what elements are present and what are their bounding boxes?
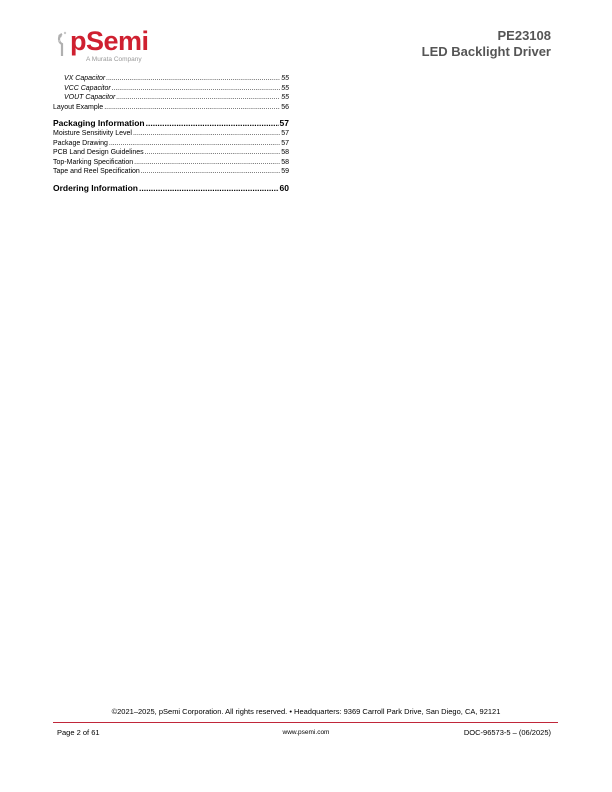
toc-leader-dots <box>106 74 280 84</box>
toc-entry-page: 57 <box>281 130 289 137</box>
table-of-contents <box>53 74 289 194</box>
toc-entry[interactable] <box>53 103 289 113</box>
toc-entry[interactable] <box>53 139 289 149</box>
document-header <box>422 28 551 60</box>
psemi-logo <box>56 28 166 64</box>
toc-entry[interactable] <box>53 118 289 129</box>
toc-entry-label: Moisture Sensitivity Level <box>53 130 132 137</box>
toc-entry-page: 58 <box>281 149 289 156</box>
toc-entry[interactable] <box>53 84 289 94</box>
toc-entry-label: PCB Land Design Guidelines <box>53 149 144 156</box>
footer-document-id: DOC-96573-5 – (06/2025) <box>463 728 551 737</box>
toc-entry-page: 57 <box>279 118 289 128</box>
logo-wordmark: pSemi <box>70 26 149 56</box>
toc-entry-label: Packaging Information <box>53 118 145 128</box>
toc-entry[interactable] <box>53 93 289 103</box>
toc-leader-dots <box>116 93 280 103</box>
toc-entry[interactable] <box>53 167 289 177</box>
toc-entry-label: VOUT Capacitor <box>64 94 116 101</box>
toc-entry-label: Top-Marking Specification <box>53 158 134 166</box>
toc-entry-label: Package Drawing <box>53 139 108 147</box>
part-number: PE23108 <box>497 28 551 43</box>
toc-leader-dots <box>145 148 281 158</box>
toc-leader-dots <box>109 139 280 149</box>
toc-entry[interactable] <box>53 148 289 158</box>
toc-entry-page: 55 <box>281 94 289 101</box>
toc-entry-page: 59 <box>281 168 289 175</box>
footer-page-number: Page 2 of 61 <box>57 728 100 737</box>
toc-leader-dots <box>133 129 280 139</box>
logo-tagline: A Murata Company <box>86 56 142 63</box>
toc-entry-page: 55 <box>281 75 289 82</box>
toc-entry-page: 58 <box>281 158 289 166</box>
document-title: LED Backlight Driver <box>421 44 551 59</box>
toc-entry-page: 60 <box>279 182 289 193</box>
footer-divider <box>53 722 558 723</box>
toc-entry[interactable] <box>53 158 289 168</box>
toc-entry[interactable] <box>53 129 289 139</box>
toc-entry-label: Tape and Reel Specification <box>53 168 140 175</box>
toc-entry[interactable] <box>53 183 289 194</box>
toc-leader-dots <box>112 84 281 94</box>
toc-leader-dots <box>139 183 279 194</box>
toc-leader-dots <box>104 103 280 113</box>
toc-entry[interactable] <box>53 74 289 84</box>
footer-copyright: ©2021–2025, pSemi Corporation. All rights reserved. • Headquarters: 9369 Carroll Park Drive, San Diego, CA, 92121 <box>111 707 501 716</box>
toc-entry-page: 56 <box>281 103 289 111</box>
toc-entry-label: Layout Example <box>53 103 104 111</box>
toc-entry-label: Ordering Information <box>53 182 138 193</box>
footer-website-link[interactable]: www.psemi.com <box>282 729 330 736</box>
toc-entry-page: 57 <box>281 139 289 147</box>
toc-leader-dots <box>146 118 279 129</box>
toc-entry-label: VX Capacitor <box>64 75 106 82</box>
toc-leader-dots <box>141 167 280 177</box>
toc-entry-label: VCC Capacitor <box>64 84 111 92</box>
toc-entry-page: 55 <box>281 84 289 92</box>
toc-leader-dots <box>134 158 280 168</box>
